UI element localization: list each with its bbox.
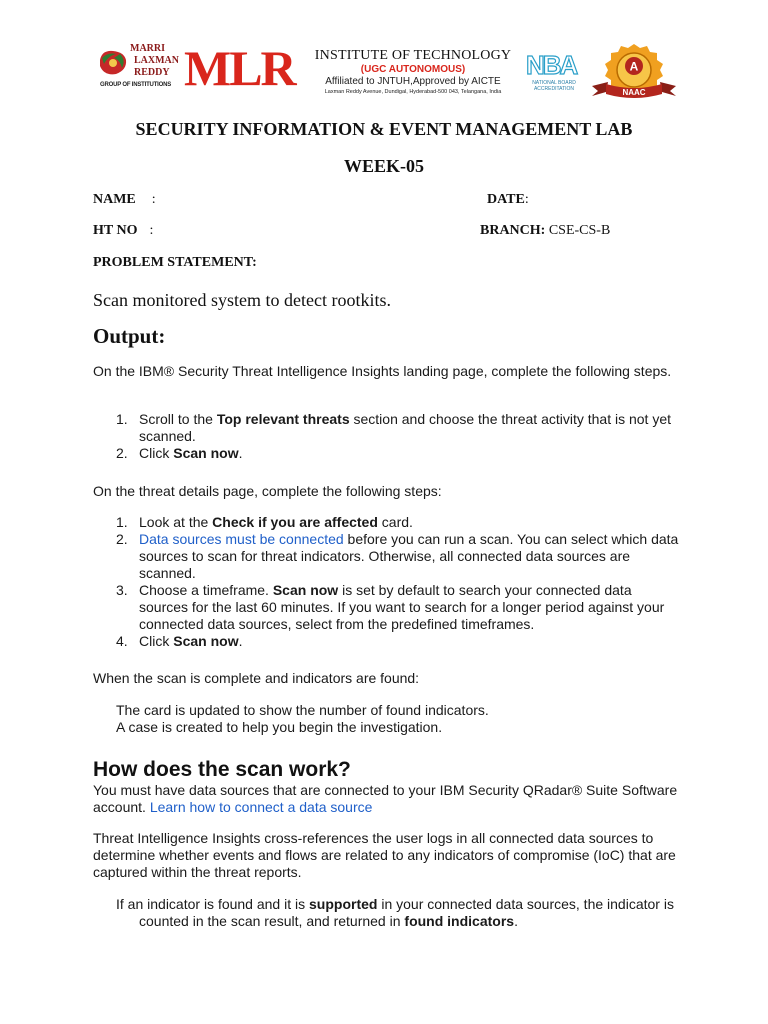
step-bold: Scan now <box>173 445 239 461</box>
complete-item-2: A case is created to help you begin the investigation. <box>116 719 443 735</box>
group-laxman: LAXMAN <box>134 55 179 66</box>
step-bold: Top relevant threats <box>216 411 350 427</box>
mlr-logo-text: MLR <box>184 40 295 96</box>
htno-label: HT NO <box>93 223 138 238</box>
step-text: Choose a timeframe. <box>139 582 273 598</box>
output-heading: Output: <box>93 324 166 348</box>
letterhead <box>94 40 678 104</box>
institute-block <box>302 48 524 96</box>
name-label: NAME <box>93 192 136 207</box>
date-sep: : <box>524 192 529 207</box>
list-number: 1. <box>116 514 128 530</box>
step-text: Click <box>139 445 174 461</box>
affiliation: Affiliated to JNTUH,Approved by AICTE <box>325 76 501 87</box>
step-text: Look at the <box>139 514 213 530</box>
lab-title: SECURITY INFORMATION & EVENT MANAGEMENT LAB <box>135 119 633 139</box>
how-item-bold: found indicators <box>404 913 515 929</box>
date-label: DATE <box>487 192 525 207</box>
branch-value: CSE-CS-B <box>548 223 611 238</box>
htno-field <box>93 223 153 239</box>
data-sources-link[interactable]: Data sources must be connected <box>139 531 344 547</box>
group-marri: MARRI <box>130 43 165 54</box>
list-number: 3. <box>116 582 128 598</box>
step-text: before you can run a scan. You can select which data sources to scan for threat indicators. Otherwise, all connected data sources are scanned. <box>139 531 679 581</box>
naac-grade: A <box>629 59 639 74</box>
naac-badge-icon <box>590 42 678 102</box>
how-item-text: . <box>514 913 518 929</box>
list-item <box>93 582 679 633</box>
how-item-text: in your connected data sources, the indicator is counted in the scan result, and returned in <box>139 896 674 929</box>
how-item-text: If an indicator is found and it is <box>116 896 309 912</box>
step-text: Click <box>139 633 174 649</box>
group-reddy: REDDY <box>134 67 170 78</box>
steps-list-1 <box>93 411 679 462</box>
how-item-bold: supported <box>309 896 378 912</box>
branch-label: BRANCH: <box>480 223 546 238</box>
problem-statement-label: PROBLEM STATEMENT: <box>93 255 257 270</box>
list-number: 1. <box>116 411 128 427</box>
connect-data-source-link[interactable]: Learn how to connect a data source <box>149 799 373 815</box>
list-number: 2. <box>116 445 128 461</box>
group-emblem-icon <box>96 48 130 78</box>
group-of-institutions: GROUP OF INSTITUTIONS <box>100 82 172 88</box>
how-heading: How does the scan work? <box>93 758 351 781</box>
steps-list-2 <box>93 514 679 650</box>
list-item <box>93 514 679 531</box>
step-text: is set by default to search your connected data sources for the last 60 minutes. If you want to search for a longer period against your connected data sources, select from the predefined timeframes. <box>139 582 665 632</box>
nba-subtitle: NATIONAL BOARD ACCREDITATION <box>532 80 576 92</box>
nba-logo <box>522 50 588 100</box>
list-number: 2. <box>116 531 128 547</box>
details-intro: On the threat details page, complete the following steps: <box>93 483 442 499</box>
step-bold: Scan now <box>272 582 339 598</box>
list-item <box>93 445 679 462</box>
list-item <box>93 411 679 445</box>
intro-paragraph: On the IBM® Security Threat Intelligence Insights landing page, complete the following steps. <box>93 363 672 379</box>
step-text: card. <box>377 514 413 530</box>
list-item <box>93 633 679 650</box>
name-field <box>93 192 156 208</box>
group-logo <box>94 42 186 92</box>
name-sep: : <box>151 192 156 207</box>
how-paragraph-2: Threat Intelligence Insights cross-references the user logs in all connected data sources to determine whether events and flows are related to any indicators of compromise (IoC) that are captured within the threat reports. <box>93 830 676 880</box>
htno-sep: : <box>149 223 154 238</box>
list-item <box>93 531 679 582</box>
step-text: . <box>238 445 243 461</box>
step-bold: Scan now <box>173 633 239 649</box>
how-text: You must have data sources that are connected to your IBM Security QRadar® Suite Software account. <box>93 782 678 815</box>
step-bold: Check if you are affected <box>212 514 378 530</box>
step-text: section and choose the threat activity that is not yet scanned. <box>139 411 672 444</box>
naac-label: NAAC <box>622 88 646 97</box>
address: Laxman Reddy Avenue, Dundigal, Hyderabad-500 043, Telangana, India <box>324 89 502 95</box>
list-number: 4. <box>116 633 128 649</box>
week-title: WEEK-05 <box>343 156 424 176</box>
ugc-autonomous: (UGC AUTONOMOUS) <box>360 64 466 75</box>
problem-statement: Scan monitored system to detect rootkits. <box>93 290 391 310</box>
nba-text: NBA <box>526 50 577 80</box>
how-paragraph-1 <box>93 782 679 816</box>
complete-item-1: The card is updated to show the number of found indicators. <box>116 702 489 718</box>
institute-name: INSTITUTE OF TECHNOLOGY <box>314 48 512 63</box>
step-text: . <box>238 633 243 649</box>
complete-intro: When the scan is complete and indicators are found: <box>93 670 420 686</box>
step-text: Scroll to the <box>139 411 217 427</box>
date-field <box>487 192 529 208</box>
how-item <box>116 896 680 930</box>
branch-field <box>480 223 610 239</box>
